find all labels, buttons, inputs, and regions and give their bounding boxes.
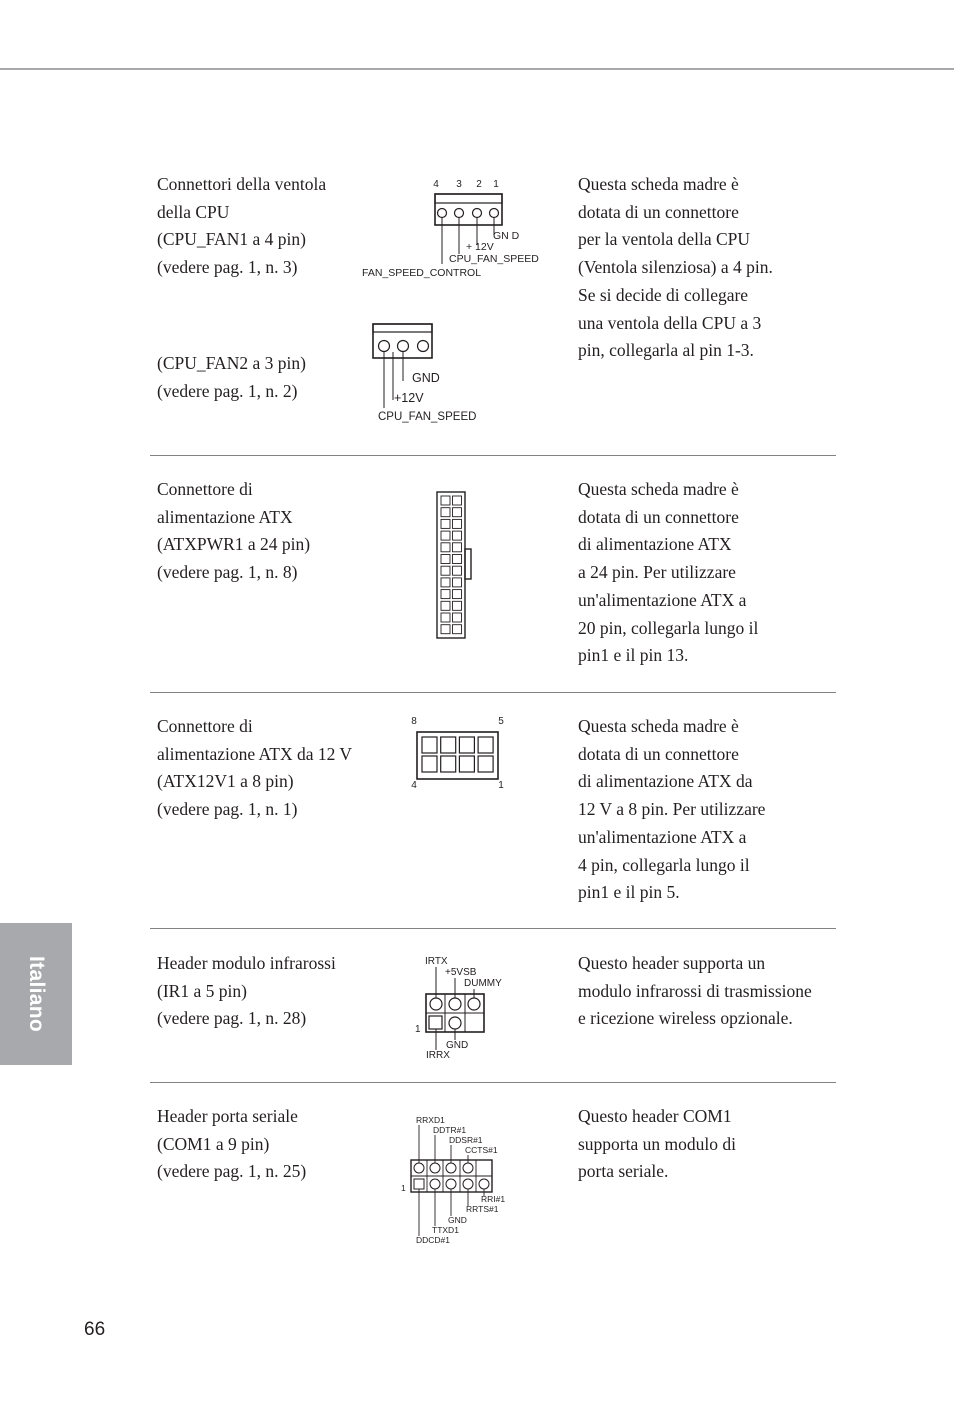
section-divider bbox=[150, 455, 836, 456]
pin bbox=[463, 1163, 473, 1173]
pin-cell bbox=[441, 566, 450, 575]
rrxd1-label: RRXD1 bbox=[416, 1115, 445, 1125]
text-line: Connettori della ventola bbox=[157, 174, 327, 194]
pin bbox=[379, 341, 390, 352]
text-line: e ricezione wireless opzionale. bbox=[578, 1008, 793, 1029]
ddcd1-label: DDCD#1 bbox=[416, 1235, 451, 1245]
text-line: Questa scheda madre è bbox=[578, 479, 739, 499]
cpu-fan1-pin-diagram bbox=[355, 172, 565, 284]
text-line: dotata di un connettore bbox=[578, 201, 739, 222]
dummy-label: DUMMY bbox=[464, 978, 502, 989]
atx-power-right-text bbox=[578, 476, 758, 670]
text-line: pin1 e il pin 13. bbox=[578, 645, 689, 666]
pin-cell bbox=[453, 555, 462, 564]
infrared-right-text bbox=[578, 950, 812, 1033]
pin bbox=[446, 1179, 456, 1189]
pin-cell bbox=[453, 531, 462, 540]
pin-number-label: 4 bbox=[411, 780, 417, 791]
text-line: (vedere pag. 1, n. 25) bbox=[157, 1161, 307, 1182]
pin-cell bbox=[441, 737, 456, 753]
pin-number-label: 1 bbox=[498, 780, 504, 791]
pin-cell bbox=[441, 555, 450, 564]
section-divider bbox=[150, 928, 836, 929]
text-line: 12 V a 8 pin. Per utilizzare bbox=[578, 799, 766, 820]
text-line: alimentazione ATX bbox=[157, 506, 293, 527]
text-line: (CPU_FAN2 a 3 pin) bbox=[157, 353, 306, 373]
atx12v-pin-diagram bbox=[405, 712, 515, 792]
section-divider bbox=[150, 692, 836, 693]
pin bbox=[479, 1179, 489, 1189]
text-line: per la ventola della CPU bbox=[578, 229, 751, 250]
ccts1-label: CCTS#1 bbox=[465, 1145, 498, 1155]
pin bbox=[463, 1179, 473, 1189]
text-line: Connettore di bbox=[157, 479, 253, 499]
text-line: Questo header COM1 bbox=[578, 1106, 732, 1126]
irrx-label: IRRX bbox=[426, 1050, 450, 1061]
irtx-label: IRTX bbox=[425, 956, 448, 967]
cpu-fan2-pin-diagram bbox=[370, 318, 520, 428]
pin bbox=[430, 1163, 440, 1173]
section-divider bbox=[150, 1082, 836, 1083]
atx-power-left-text bbox=[157, 476, 310, 587]
pin-cell bbox=[453, 590, 462, 599]
pin-cell bbox=[441, 601, 450, 610]
text-line: supporta un modulo di bbox=[578, 1133, 736, 1154]
infrared-left-text bbox=[157, 950, 336, 1033]
gnd-label: GN D bbox=[493, 230, 520, 242]
text-line: (vedere pag. 1, n. 2) bbox=[157, 380, 298, 401]
text-line: un'alimentazione ATX a bbox=[578, 826, 747, 847]
pin bbox=[449, 998, 461, 1010]
fan-speed-control-label: FAN_SPEED_CONTROL bbox=[362, 267, 482, 279]
pin-cell bbox=[453, 566, 462, 575]
ttxd1-label: TTXD1 bbox=[432, 1225, 459, 1235]
text-line: Header porta seriale bbox=[157, 1106, 298, 1126]
pin-number-label: 2 bbox=[476, 179, 482, 190]
text-line: porta seriale. bbox=[578, 1161, 669, 1182]
pin-number-label: 1 bbox=[493, 179, 499, 190]
cpu-fan-right-text bbox=[578, 171, 773, 365]
language-side-tab bbox=[0, 923, 72, 1065]
pin-number-label: 3 bbox=[456, 179, 462, 190]
text-line: 4 pin, collegarla lungo il bbox=[578, 854, 750, 875]
pin bbox=[430, 1179, 440, 1189]
plus5vsb-label: +5VSB bbox=[445, 967, 477, 978]
pin-cell bbox=[422, 737, 437, 753]
page-number: 66 bbox=[84, 1319, 106, 1340]
pin-cell bbox=[441, 508, 450, 517]
gnd-label: GND bbox=[412, 371, 440, 385]
text-line: (vedere pag. 1, n. 28) bbox=[157, 1008, 307, 1029]
pin-cell bbox=[441, 756, 456, 772]
text-line: (Ventola silenziosa) a 4 pin. bbox=[578, 257, 773, 278]
pin-cell bbox=[478, 737, 493, 753]
text-line: (vedere pag. 1, n. 1) bbox=[157, 799, 298, 820]
text-line: una ventola della CPU a 3 bbox=[578, 312, 762, 333]
connector-key bbox=[435, 194, 502, 203]
pin bbox=[446, 1163, 456, 1173]
pin-cell bbox=[453, 613, 462, 622]
text-line: pin1 e il pin 5. bbox=[578, 882, 680, 903]
text-line: di alimentazione ATX bbox=[578, 534, 732, 555]
connector-key bbox=[373, 324, 432, 332]
text-line: (ATXPWR1 a 24 pin) bbox=[157, 534, 311, 555]
pin bbox=[414, 1163, 424, 1173]
atx24-pin-diagram bbox=[433, 488, 478, 643]
text-line: un'alimentazione ATX a bbox=[578, 589, 747, 610]
pin-1-square bbox=[414, 1179, 424, 1189]
pin-1-square bbox=[429, 1016, 442, 1029]
text-line: Se si decide di collegare bbox=[578, 284, 749, 305]
pin bbox=[430, 998, 442, 1010]
pin-cell bbox=[441, 613, 450, 622]
text-line: a 24 pin. Per utilizzare bbox=[578, 562, 736, 583]
connector-latch bbox=[465, 549, 471, 579]
serial-pin-diagram bbox=[396, 1110, 526, 1250]
ddtr1-label: DDTR#1 bbox=[433, 1125, 467, 1135]
text-line: di alimentazione ATX da bbox=[578, 771, 753, 792]
pin-number-label: 8 bbox=[411, 716, 417, 727]
pin bbox=[490, 209, 499, 218]
pin-number-label: 4 bbox=[433, 179, 439, 190]
serial-left-text bbox=[157, 1103, 306, 1186]
ddsr1-label: DDSR#1 bbox=[449, 1135, 483, 1145]
pin-1-label: 1 bbox=[415, 1024, 421, 1035]
pin-cell bbox=[478, 756, 493, 772]
pin-cell bbox=[441, 625, 450, 634]
pin bbox=[449, 1017, 461, 1029]
atx12v-right-text bbox=[578, 713, 765, 907]
pin-cell bbox=[441, 531, 450, 540]
pin-cell bbox=[453, 496, 462, 505]
text-line: modulo infrarossi di trasmissione bbox=[578, 980, 812, 1001]
pin-cell bbox=[453, 508, 462, 517]
pin-cell bbox=[453, 519, 462, 528]
pin-number-label: 5 bbox=[498, 716, 504, 727]
pin bbox=[473, 209, 482, 218]
pin-cell bbox=[459, 756, 474, 772]
text-line: pin, collegarla al pin 1-3. bbox=[578, 340, 754, 361]
pin-cell bbox=[441, 578, 450, 587]
cpu-fan2-left-text bbox=[157, 350, 306, 405]
cpu-fan-speed-label: CPU_FAN_SPEED bbox=[449, 253, 539, 265]
rrts1-label: RRTS#1 bbox=[466, 1204, 499, 1214]
pin-cell bbox=[441, 543, 450, 552]
text-line: dotata di un connettore bbox=[578, 506, 739, 527]
top-rule bbox=[0, 68, 954, 70]
text-line: Questa scheda madre è bbox=[578, 716, 739, 736]
text-line: alimentazione ATX da 12 V bbox=[157, 743, 353, 764]
text-line: 20 pin, collegarla lungo il bbox=[578, 617, 759, 638]
text-line: Header modulo infrarossi bbox=[157, 953, 336, 973]
rri1-label: RRI#1 bbox=[481, 1194, 506, 1204]
serial-right-text bbox=[578, 1103, 736, 1186]
pin bbox=[455, 209, 464, 218]
pin bbox=[418, 341, 429, 352]
pin bbox=[438, 209, 447, 218]
pin-cell bbox=[453, 625, 462, 634]
text-line: (CPU_FAN1 a 4 pin) bbox=[157, 229, 306, 250]
pin-cell bbox=[453, 578, 462, 587]
cpu-fan-left-text bbox=[157, 171, 326, 282]
text-line: (vedere pag. 1, n. 3) bbox=[157, 257, 298, 278]
pin bbox=[468, 998, 480, 1010]
gnd-label: GND bbox=[446, 1040, 469, 1051]
pin-cell bbox=[441, 496, 450, 505]
pin-cell bbox=[453, 601, 462, 610]
pin bbox=[398, 341, 409, 352]
text-line: dotata di un connettore bbox=[578, 743, 739, 764]
text-line: Questa scheda madre è bbox=[578, 174, 739, 194]
plus12v-label: +12V bbox=[394, 391, 424, 405]
text-line: Questo header supporta un bbox=[578, 953, 766, 973]
text-line: Connettore di bbox=[157, 716, 253, 736]
pin-1-label: 1 bbox=[401, 1183, 406, 1193]
text-line: (ATX12V1 a 8 pin) bbox=[157, 771, 294, 792]
plus12v-label: + 12V bbox=[466, 241, 494, 253]
infrared-pin-diagram bbox=[410, 952, 520, 1062]
pin-cell bbox=[459, 737, 474, 753]
gnd-label: GND bbox=[448, 1215, 467, 1225]
pin-cell bbox=[422, 756, 437, 772]
pin-cell bbox=[441, 519, 450, 528]
text-line: (IR1 a 5 pin) bbox=[157, 980, 247, 1001]
cpu-fan-speed-label: CPU_FAN_SPEED bbox=[378, 411, 477, 423]
pin-cell bbox=[453, 543, 462, 552]
text-line: della CPU bbox=[157, 201, 230, 222]
atx12v-left-text bbox=[157, 713, 352, 824]
pin-cell bbox=[441, 590, 450, 599]
text-line: (COM1 a 9 pin) bbox=[157, 1133, 270, 1154]
text-line: (vedere pag. 1, n. 8) bbox=[157, 562, 298, 583]
language-tab-label: Italiano bbox=[25, 956, 48, 1032]
